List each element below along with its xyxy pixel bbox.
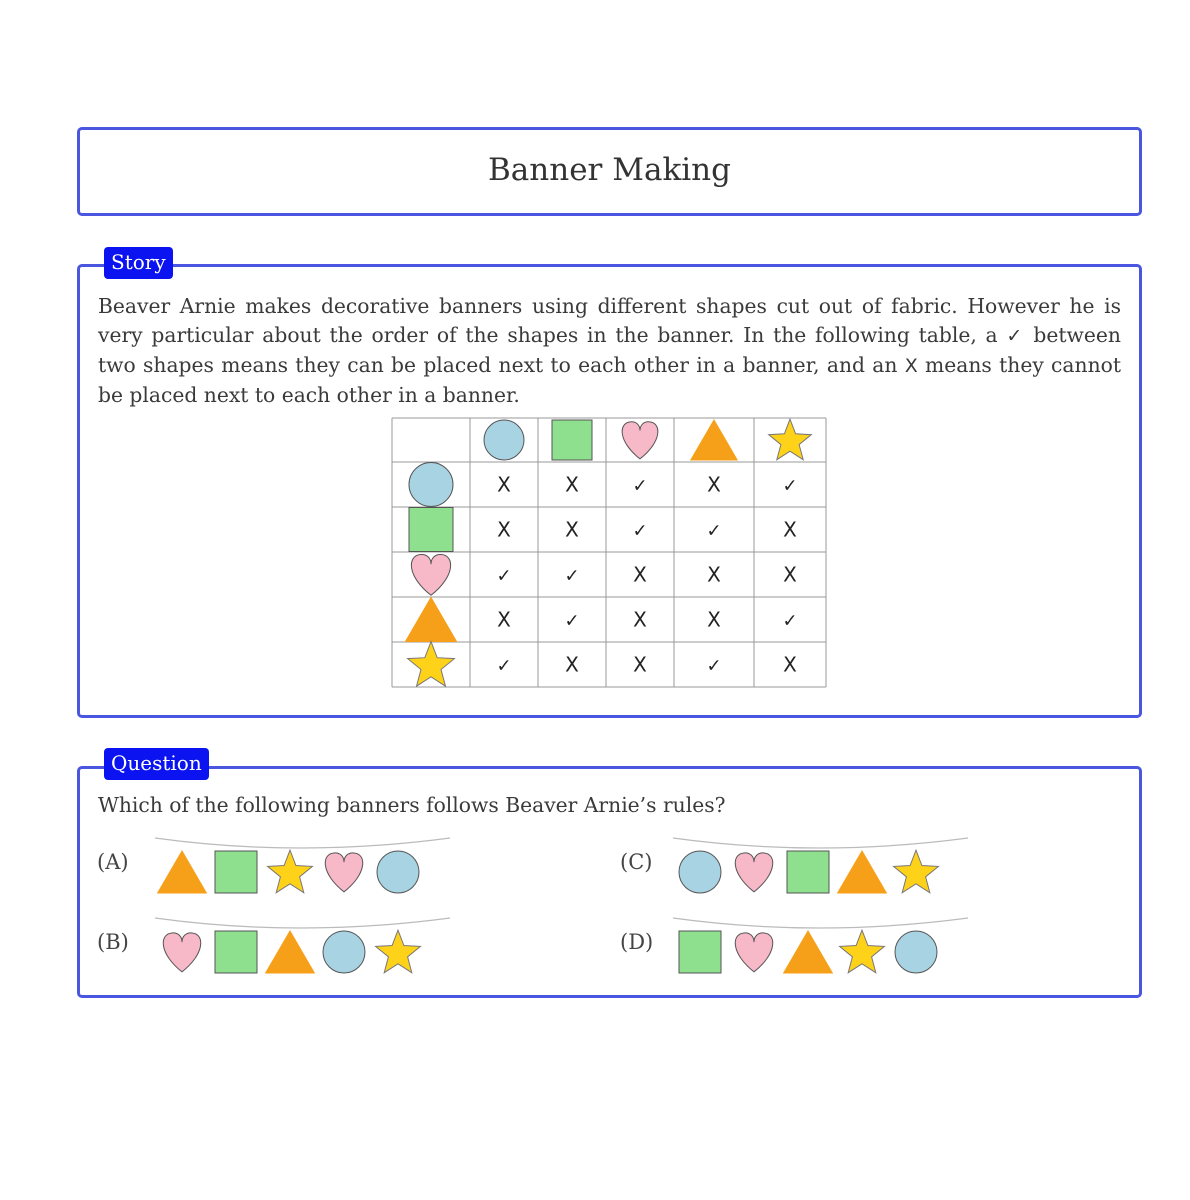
banner-square-shape xyxy=(787,851,829,893)
story-tag: Story xyxy=(104,247,173,279)
cross-mark: X xyxy=(497,607,511,632)
x-symbol: X xyxy=(904,355,918,377)
banner-square-shape xyxy=(215,851,257,893)
option-label-a: (A) xyxy=(97,850,129,874)
header-heart-shape xyxy=(622,422,658,459)
compatibility-table xyxy=(390,416,830,690)
page-title: Banner Making xyxy=(488,152,731,188)
row-square-shape xyxy=(409,508,453,552)
cross-mark: X xyxy=(633,652,647,677)
cross-mark: X xyxy=(783,517,797,542)
header-circle-shape xyxy=(484,420,524,460)
banner-option-c[interactable] xyxy=(668,826,978,906)
cross-mark: X xyxy=(565,652,579,677)
banner-string xyxy=(155,918,450,928)
banner-heart-shape xyxy=(735,853,772,892)
check-mark: ✓ xyxy=(496,565,512,587)
check-mark: ✓ xyxy=(496,655,512,677)
banner-heart-shape xyxy=(163,933,200,972)
check-mark: ✓ xyxy=(564,565,580,587)
banner-string xyxy=(155,838,450,848)
banner-triangle-shape xyxy=(784,931,833,973)
header-star-shape xyxy=(769,419,812,460)
banner-string xyxy=(673,918,968,928)
check-mark: ✓ xyxy=(564,610,580,632)
header-triangle-shape xyxy=(691,420,737,460)
banner-triangle-shape xyxy=(266,931,315,973)
cross-mark: X xyxy=(707,607,721,632)
cross-mark: X xyxy=(783,652,797,677)
question-text: Which of the following banners follows Beaver Arnie’s rules? xyxy=(98,793,726,817)
story-text xyxy=(98,292,1121,410)
banner-triangle-shape xyxy=(158,851,207,893)
check-symbol: ✓ xyxy=(1006,325,1025,347)
cross-mark: X xyxy=(707,472,721,497)
banner-circle-shape xyxy=(323,931,365,973)
story-text-part1: Beaver Arnie makes decorative banners using different shapes cut out of fabric. However he is very particular about the order of the shapes in the banner. In the following table, a xyxy=(98,294,1121,347)
banner-star-shape xyxy=(376,930,421,973)
banner-square-shape xyxy=(215,931,257,973)
title-box xyxy=(77,127,1142,216)
cross-mark: X xyxy=(633,607,647,632)
banner-option-d[interactable] xyxy=(668,906,978,986)
option-label-d: (D) xyxy=(620,930,654,954)
cross-mark: X xyxy=(497,472,511,497)
banner-star-shape xyxy=(894,850,939,893)
row-circle-shape xyxy=(409,463,453,507)
cross-mark: X xyxy=(565,472,579,497)
option-label-c: (C) xyxy=(620,850,653,874)
check-mark: ✓ xyxy=(632,475,648,497)
row-heart-shape xyxy=(411,554,450,595)
cross-mark: X xyxy=(783,562,797,587)
cross-mark: X xyxy=(633,562,647,587)
header-square-shape xyxy=(552,420,592,460)
check-mark: ✓ xyxy=(782,475,798,497)
banner-triangle-shape xyxy=(838,851,887,893)
row-triangle-shape xyxy=(405,598,456,642)
cross-mark: X xyxy=(707,562,721,587)
banner-option-b[interactable] xyxy=(150,906,460,986)
cross-mark: X xyxy=(497,517,511,542)
banner-circle-shape xyxy=(895,931,937,973)
banner-string xyxy=(673,838,968,848)
story-text-part3: means they cannot be placed next to each other in a banner. xyxy=(98,353,1121,407)
check-mark: ✓ xyxy=(706,520,722,542)
table-grid xyxy=(392,418,826,687)
banner-circle-shape xyxy=(679,851,721,893)
banner-heart-shape xyxy=(325,853,362,892)
check-mark: ✓ xyxy=(632,520,648,542)
check-mark: ✓ xyxy=(782,610,798,632)
cross-mark: X xyxy=(565,517,579,542)
banner-heart-shape xyxy=(735,933,772,972)
question-tag: Question xyxy=(104,748,209,780)
banner-option-a[interactable] xyxy=(150,826,460,906)
banner-circle-shape xyxy=(377,851,419,893)
option-label-b: (B) xyxy=(97,930,129,954)
check-mark: ✓ xyxy=(706,655,722,677)
banner-square-shape xyxy=(679,931,721,973)
banner-star-shape xyxy=(840,930,885,973)
story-text-part2: between two shapes means they can be placed next to each other in a banner, and an xyxy=(98,323,1121,377)
row-star-shape xyxy=(408,642,455,687)
banner-star-shape xyxy=(268,850,313,893)
